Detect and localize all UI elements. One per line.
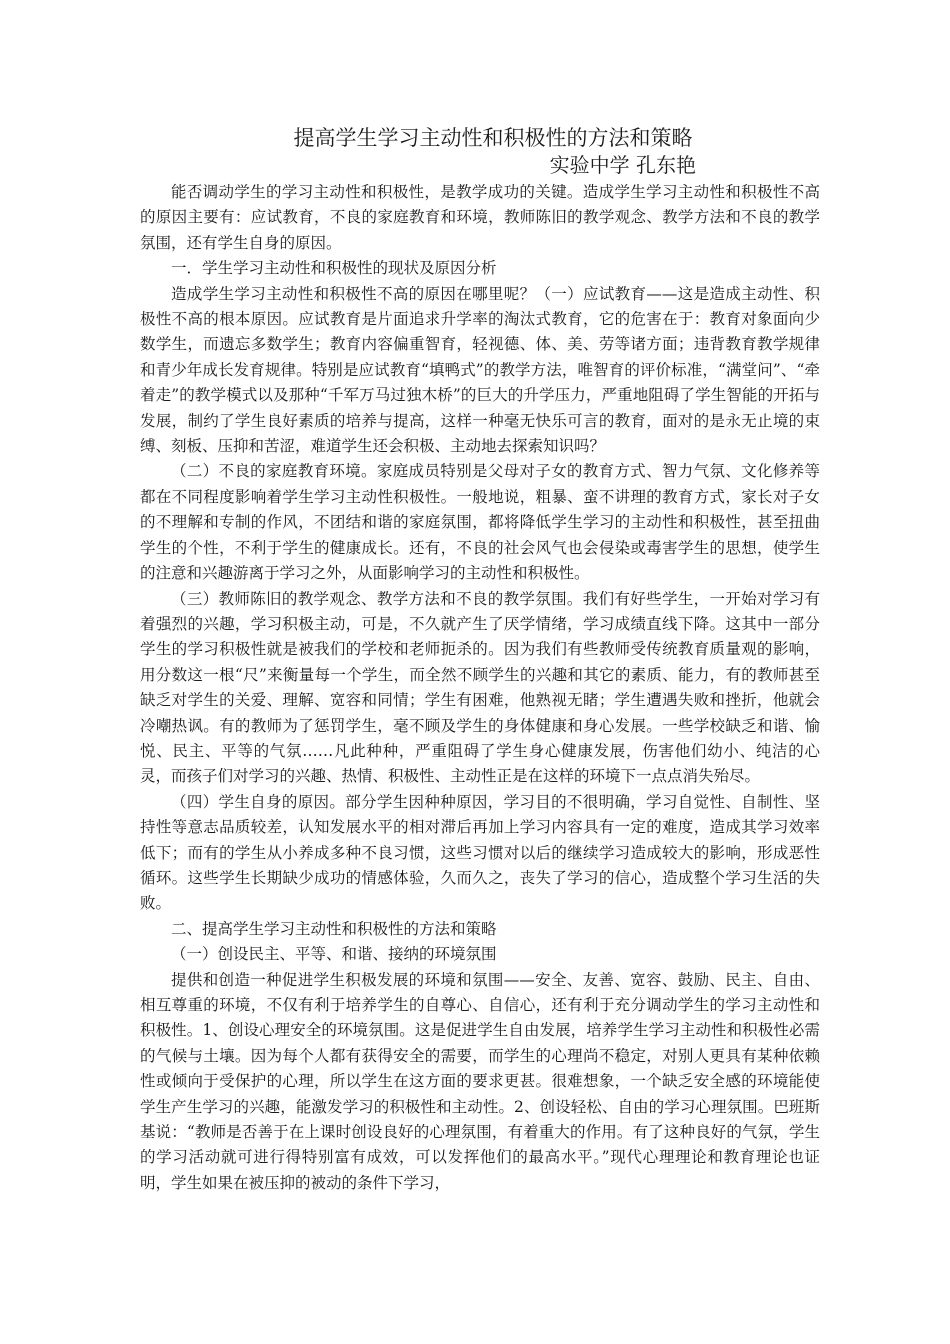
- document-title: 提高学生学习主动性和积极性的方法和策略: [293, 126, 693, 150]
- paragraph-exam-education: 造成学生学习主动性和积极性不高的原因在哪里呢？（一）应试教育——这是造成主动性、积极性不高的根本原因。应试教育是片面追求升学率的淘汰式教育，它的危害在于：教育对象面向少数学生，而遗忘多数学生；教育内容偏重智育，轻视德、体、美、劳等诸方面；违背教育教学规律和青少年成长发育规律。特别是应试教育“填鸭式”的教学方法，唯智育的评价标准，“满堂问”、“牵着走”的教学模式以及那种“千军万马过独木桥”的巨大的升学压力，严重地阻碍了学生智能的开拓与发展，制约了学生良好素质的培养与提高，这样一种毫无快乐可言的教育，面对的是永无止境的束缚、刻板、压抑和苦涩，难道学生还会积极、主动地去探索知识吗？: [140, 284, 820, 456]
- section-heading-1: 一．学生学习主动性和积极性的现状及原因分析: [171, 259, 497, 278]
- subsection-heading-1: （一）创设民主、平等、和谐、接纳的环境氛围: [171, 945, 497, 964]
- paragraph-intro: 能否调动学生的学习主动性和积极性，是教学成功的关键。造成学生学习主动性和积极性不高的原因主要有：应试教育，不良的家庭教育和环境，教师陈旧的教学观念、教学方法和不良的教学氛围，还有学生自身的原因。: [140, 183, 820, 252]
- paragraph-teacher-concepts: （三）教师陈旧的教学观念、教学方法和不良的教学氛围。我们有好些学生，一开始对学习有着强烈的兴趣，学习积极主动，可是，不久就产生了厌学情绪，学习成绩直线下降。这其中一部分学生的学习积极性就是被我们的学校和老师扼杀的。因为我们有些教师受传统教育质量观的影响，用分数这一根“尺”来衡量每一个学生，而全然不顾学生的兴趣和其它的素质、能力，有的教师甚至缺乏对学生的关爱、理解、宽容和同情；学生有困难，他熟视无睹；学生遭遇失败和挫折，他就会冷嘲热讽。有的教师为了惩罚学生，毫不顾及学生的身体健康和身心发展。一些学校缺乏和谐、愉悦、民主、平等的气氛……凡此种种，严重阻碍了学生身心健康发展，伤害他们幼小、纯洁的心灵，而孩子们对学习的兴趣、热情、积极性、主动性正是在这样的环境下一点点消失殆尽。: [140, 589, 820, 786]
- paragraph-family-environment: （二）不良的家庭教育环境。家庭成员特别是父母对子女的教育方式、智力气氛、文化修养等都在不同程度影响着学生学习主动性积极性。一般地说，粗暴、蛮不讲理的教育方式，家长对子女的不理解和专制的作风，不团结和谐的家庭氛围，都将降低学生学习的主动性和积极性，甚至扭曲学生的个性，不利于学生的健康成长。还有，不良的社会风气也会侵染或毒害学生的思想，使学生的注意和兴趣游离于学习之外，从面影响学习的主动性和积极性。: [140, 462, 820, 583]
- section-heading-2: 二、提高学生学习主动性和积极性的方法和策略: [171, 919, 497, 938]
- paragraph-environment: 提供和创造一种促进学生积极发展的环境和氛围——安全、友善、宽容、鼓励、民主、自由、相互尊重的环境，不仅有利于培养学生的自尊心、自信心，还有利于充分调动学生的学习主动性和积极性。1、创设心理安全的环境氛围。这是促进学生自由发展，培养学生学习主动性和积极性必需的气候与土壤。因为每个人都有获得安全的需要，而学生的心理尚不稳定，对别人更具有某种依赖性或倾向于受保护的心理，所以学生在这方面的要求更甚。很难想象，一个缺乏安全感的环境能使学生产生学习的兴趣，能激发学习的积极性和主动性。2、创设轻松、自由的学习心理氛围。巴班斯基说：“教师是否善于在上课时创设良好的心理氛围，有着重大的作用。有了这种良好的气氛，学生的学习活动就可进行得特别富有成效，可以发挥他们的最高水平。”现代心理理论和教育理论也证明，学生如果在被压抑的被动的条件下学习，: [140, 970, 820, 1192]
- paragraph-student-self: （四）学生自身的原因。部分学生因种种原因，学习目的不很明确，学习自觉性、自制性、坚持性等意志品质较差，认知发展水平的相对滞后再加上学习内容具有一定的难度，造成其学习效率低下；而有的学生从小养成多种不良习惯，这些习惯对以后的继续学习造成较大的影响，形成恶性循环。这些学生长期缺少成功的情感体验，久而久之，丧失了学习的信心，造成整个学习生活的失败。: [140, 792, 820, 913]
- document-page: [140, 118, 820, 1196]
- document-author: 实验中学 孔东艳: [549, 153, 696, 177]
